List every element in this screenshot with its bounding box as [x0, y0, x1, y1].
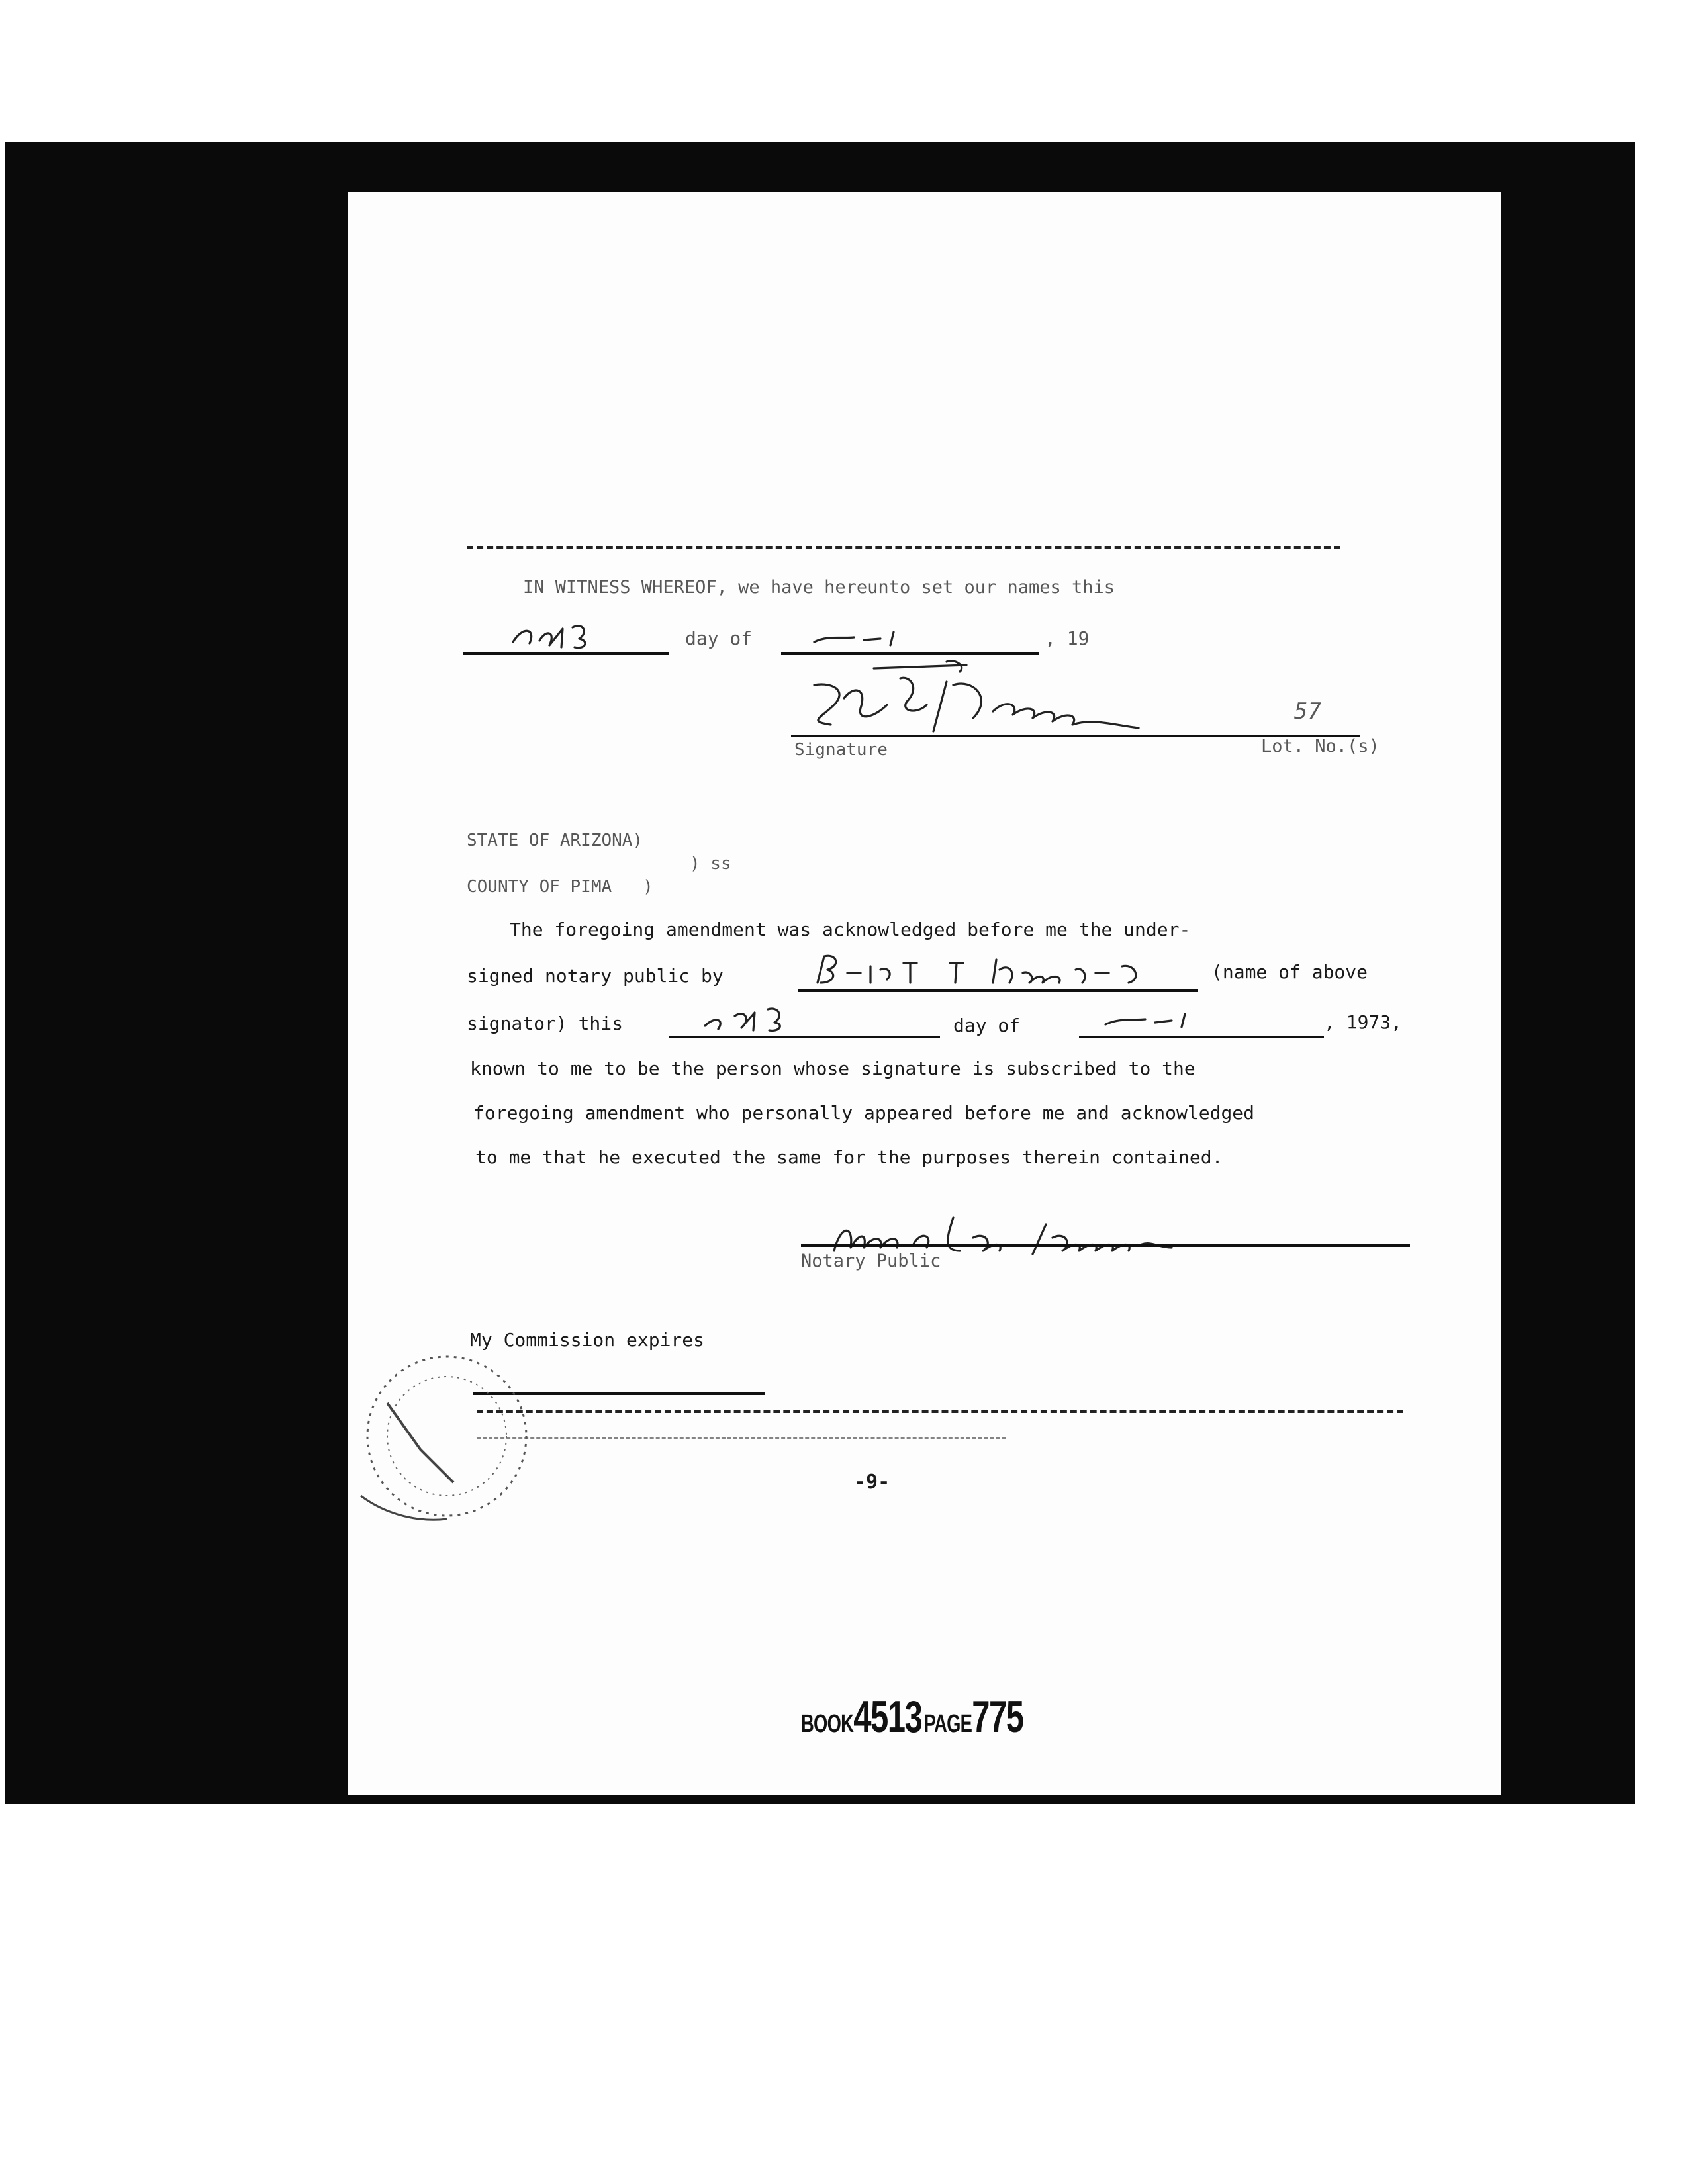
body-line-3-b: day of — [953, 1015, 1021, 1036]
top-dashed-rule — [467, 546, 1340, 549]
body-line-5: foregoing amendment who personally appeared before me and acknowledged — [473, 1102, 1255, 1124]
body-line-3-c: , 1973, — [1324, 1011, 1403, 1033]
witness-day-label: day of — [685, 627, 753, 649]
document-page — [348, 192, 1501, 1795]
notary-name-blank — [798, 989, 1198, 992]
book-page-stamp — [801, 1691, 1023, 1743]
witness-line: IN WITNESS WHEREOF, we have hereunto set our names this — [523, 577, 1115, 598]
handwritten-day — [510, 615, 642, 655]
body-line-4: known to me to be the person whose signature is subscribed to the — [470, 1058, 1196, 1079]
witness-month-blank — [781, 652, 1039, 655]
witness-year: , 19 — [1045, 627, 1090, 649]
notary-day-blank — [669, 1036, 940, 1038]
stamp-page-label: PAGE — [923, 1710, 972, 1738]
body-line-6: to me that he executed the same for the purposes therein contained. — [475, 1146, 1223, 1168]
handwritten-notary-month — [1099, 999, 1231, 1032]
notary-seal — [348, 1330, 546, 1529]
notary-label: Notary Public — [801, 1251, 941, 1271]
stamp-book-label: BOOK — [801, 1710, 854, 1738]
bottom-dashed-rule — [477, 1410, 1403, 1413]
stamp-book-number: 4513 — [853, 1692, 922, 1742]
stamp-page-number: 775 — [972, 1692, 1023, 1742]
lot-label: Lot. No.(s) — [1261, 736, 1380, 756]
handwritten-notary-day — [702, 996, 834, 1036]
body-line-3-a: signator) this — [467, 1013, 624, 1034]
handwritten-month — [808, 619, 940, 652]
ss-label: ) ss — [690, 854, 731, 874]
page-number: -9- — [854, 1471, 890, 1494]
county-line: COUNTY OF PIMA ) — [467, 877, 653, 897]
body-line-2-b: (name of above — [1211, 961, 1368, 983]
body-line-1: The foregoing amendment was acknowledged before me the under- — [510, 919, 1191, 940]
lot-number: 57 — [1294, 698, 1321, 725]
handwritten-signator-name — [811, 946, 1182, 989]
signatory-signature — [794, 659, 1218, 745]
state-line: STATE OF ARIZONA) — [467, 831, 643, 850]
notary-month-blank — [1079, 1036, 1324, 1038]
commission-label: My Commission expires — [470, 1329, 705, 1351]
notary-signature-line — [801, 1244, 1410, 1247]
signature-label: Signature — [794, 740, 888, 760]
bottom-dashed-rule-2 — [477, 1437, 1006, 1439]
body-line-2-a: signed notary public by — [467, 965, 724, 987]
